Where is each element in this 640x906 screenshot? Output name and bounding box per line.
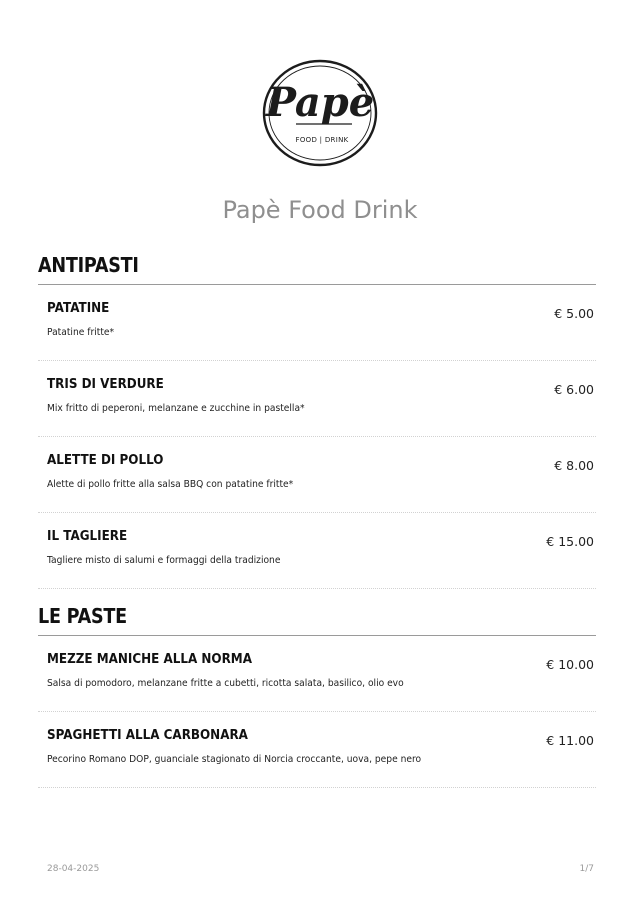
menu-item-description: Salsa di pomodoro, melanzane fritte a cubetti, ricotta salata, basilico, olio evo	[47, 678, 404, 689]
menu-item-description: Alette di pollo fritte alla salsa BBQ con patatine fritte*	[47, 479, 294, 490]
page-title: Papè Food Drink	[222, 196, 418, 224]
menu-item-name: PATATINE	[47, 301, 110, 316]
menu-item-description: Tagliere misto di salumi e formaggi della tradizione	[47, 555, 281, 566]
menu-item-description: Mix fritto di peperoni, melanzane e zucchine in pastella*	[47, 403, 305, 414]
section-title: ANTIPASTI	[38, 253, 139, 277]
menu-item-description: Patatine fritte*	[47, 327, 115, 338]
menu-item-price: € 6.00	[554, 382, 594, 397]
menu-item-price: € 10.00	[546, 657, 594, 672]
menu-item	[38, 712, 596, 788]
menu-section-antipasti	[38, 252, 596, 589]
menu-item-price: € 11.00	[546, 733, 594, 748]
menu-item	[38, 361, 596, 437]
section-title: LE PASTE	[38, 604, 127, 628]
menu-item-name: ALETTE DI POLLO	[47, 453, 164, 468]
menu-item-price: € 8.00	[554, 458, 594, 473]
menu-item-name: MEZZE MANICHE ALLA NORMA	[47, 652, 252, 667]
menu-item	[38, 437, 596, 513]
menu-item	[38, 285, 596, 361]
logo-script-text: Papè	[265, 79, 375, 126]
menu-item-name: SPAGHETTI ALLA CARBONARA	[47, 728, 248, 743]
menu-item-name: IL TAGLIERE	[47, 529, 128, 544]
menu-item-description: Pecorino Romano DOP, guanciale stagionato di Norcia croccante, uova, pepe nero	[47, 754, 422, 765]
menu-item-price: € 15.00	[546, 534, 594, 549]
page-number: 1/7	[579, 864, 594, 874]
menu-item	[38, 513, 596, 589]
restaurant-logo	[260, 58, 380, 168]
menu-section-le-paste	[38, 603, 596, 788]
footer-date: 28-04-2025	[47, 864, 100, 874]
menu-item	[38, 636, 596, 712]
logo-subtitle: FOOD | DRINK	[295, 136, 349, 144]
menu-item-name: TRIS DI VERDURE	[47, 377, 164, 392]
menu-item-price: € 5.00	[554, 306, 594, 321]
